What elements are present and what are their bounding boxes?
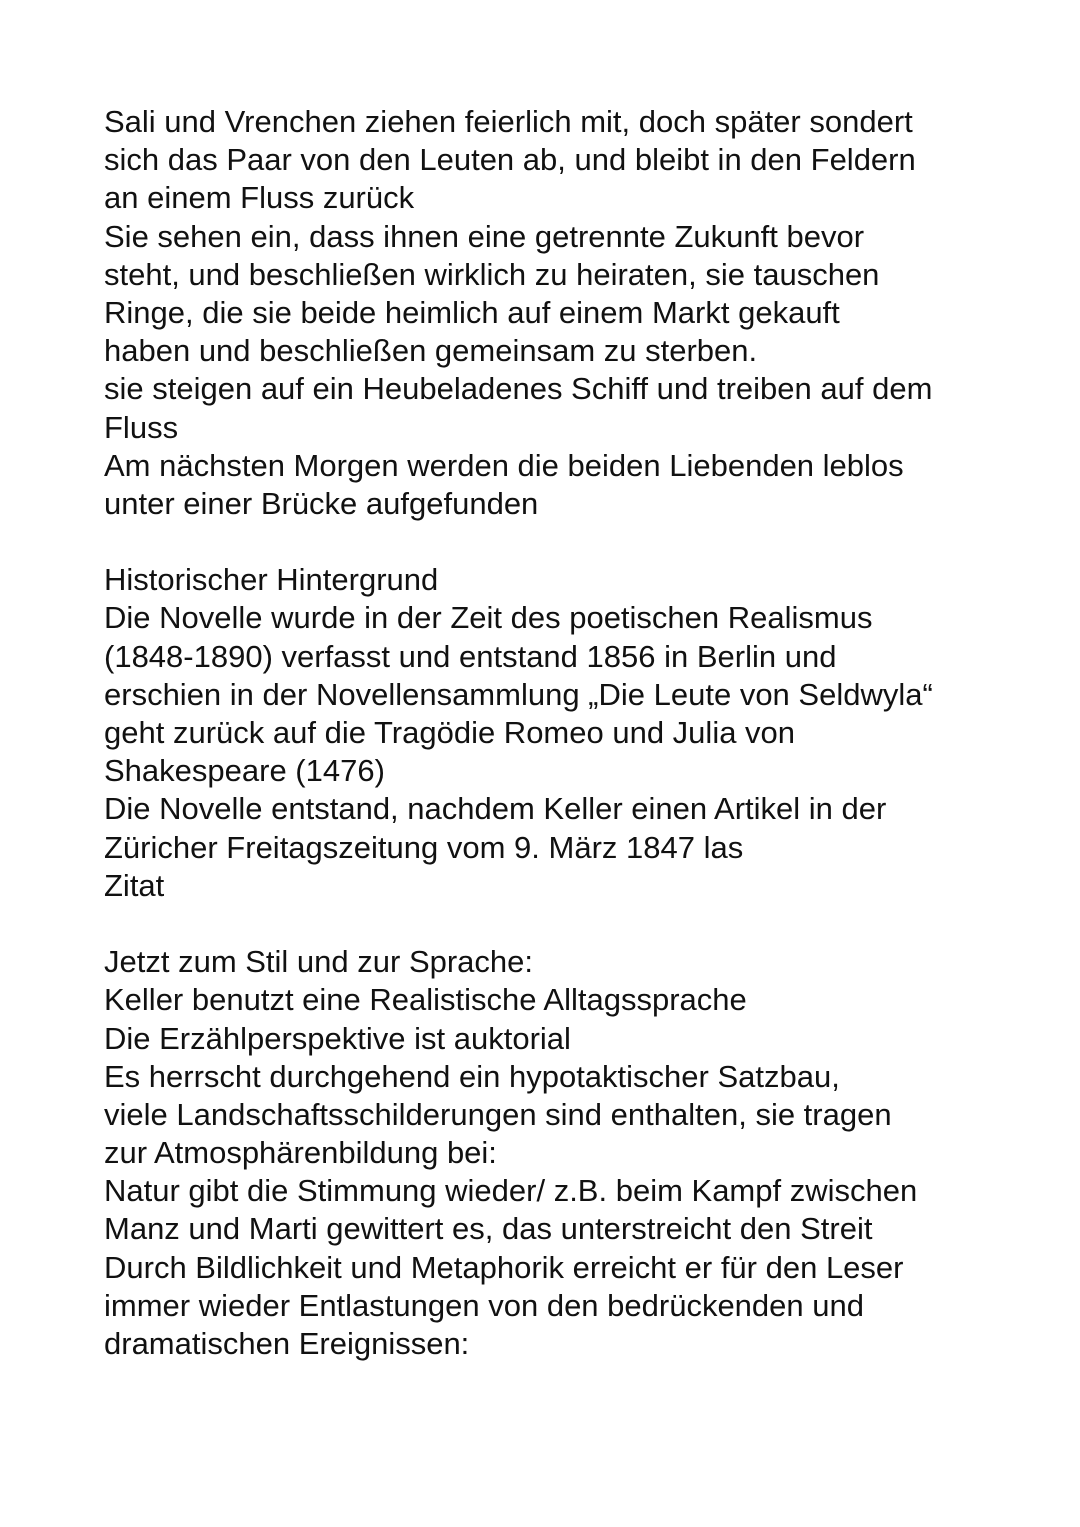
text-line: Die Novelle entstand, nachdem Keller einen Artikel in der bbox=[104, 791, 887, 827]
text-line: Zitat bbox=[104, 867, 165, 903]
text-line: dramatischen Ereignissen: bbox=[104, 1326, 470, 1361]
text-line: Die Erzählperspektive ist auktorial bbox=[104, 1020, 571, 1056]
text-line: sich das Paar von den Leuten ab, und bleibt in den Feldern bbox=[104, 142, 916, 178]
text-line: Ringe, die sie beide heimlich auf einem Markt gekauft bbox=[104, 294, 840, 330]
text-line: Manz und Marti gewittert es, das unterstreicht den Streit bbox=[104, 1211, 873, 1247]
text-line: unter einer Brücke aufgefunden bbox=[104, 485, 539, 521]
text-line: Natur gibt die Stimmung wieder/ z.B. beim Kampf zwischen bbox=[104, 1173, 918, 1209]
text-line: Keller benutzt eine Realistische Alltagssprache bbox=[104, 982, 747, 1018]
text-line: an einem Fluss zurück bbox=[104, 180, 415, 216]
text-line: sie steigen auf ein Heubeladenes Schiff und treiben auf dem bbox=[104, 371, 933, 407]
text-line: Es herrscht durchgehend ein hypotaktischer Satzbau, bbox=[104, 1058, 840, 1094]
text-line: Züricher Freitagszeitung vom 9. März 1847 las bbox=[104, 829, 744, 865]
text-line: Die Novelle wurde in der Zeit des poetischen Realismus bbox=[104, 600, 873, 636]
section-heading-historical-background: Historischer Hintergrund bbox=[104, 562, 439, 598]
document-text bbox=[104, 103, 1064, 1363]
section-heading-style-language: Jetzt zum Stil und zur Sprache: bbox=[104, 944, 534, 980]
text-line: Sali und Vrenchen ziehen feierlich mit, doch später sondert bbox=[104, 104, 913, 139]
text-line: haben und beschließen gemeinsam zu sterben. bbox=[104, 333, 758, 369]
text-line: Sie sehen ein, dass ihnen eine getrennte Zukunft bevor bbox=[104, 218, 865, 254]
blank-line bbox=[104, 905, 1064, 943]
text-line: erschien in der Novellensammlung „Die Leute von Seldwyla“ bbox=[104, 676, 933, 712]
text-line: zur Atmosphärenbildung bei: bbox=[104, 1135, 497, 1171]
text-line: immer wieder Entlastungen von den bedrückenden und bbox=[104, 1287, 864, 1323]
blank-line bbox=[104, 523, 1064, 561]
text-line: Durch Bildlichkeit und Metaphorik erreicht er für den Leser bbox=[104, 1249, 904, 1285]
text-line: (1848-1890) verfasst und entstand 1856 in Berlin und bbox=[104, 638, 837, 674]
text-line: viele Landschaftsschilderungen sind enthalten, sie tragen bbox=[104, 1096, 892, 1132]
text-line: Fluss bbox=[104, 409, 179, 445]
text-line: geht zurück auf die Tragödie Romeo und Julia von bbox=[104, 715, 796, 750]
text-line: Shakespeare (1476) bbox=[104, 753, 385, 789]
text-line: steht, und beschließen wirklich zu heiraten, sie tauschen bbox=[104, 256, 880, 292]
text-line: Am nächsten Morgen werden die beiden Liebenden leblos bbox=[104, 447, 904, 483]
